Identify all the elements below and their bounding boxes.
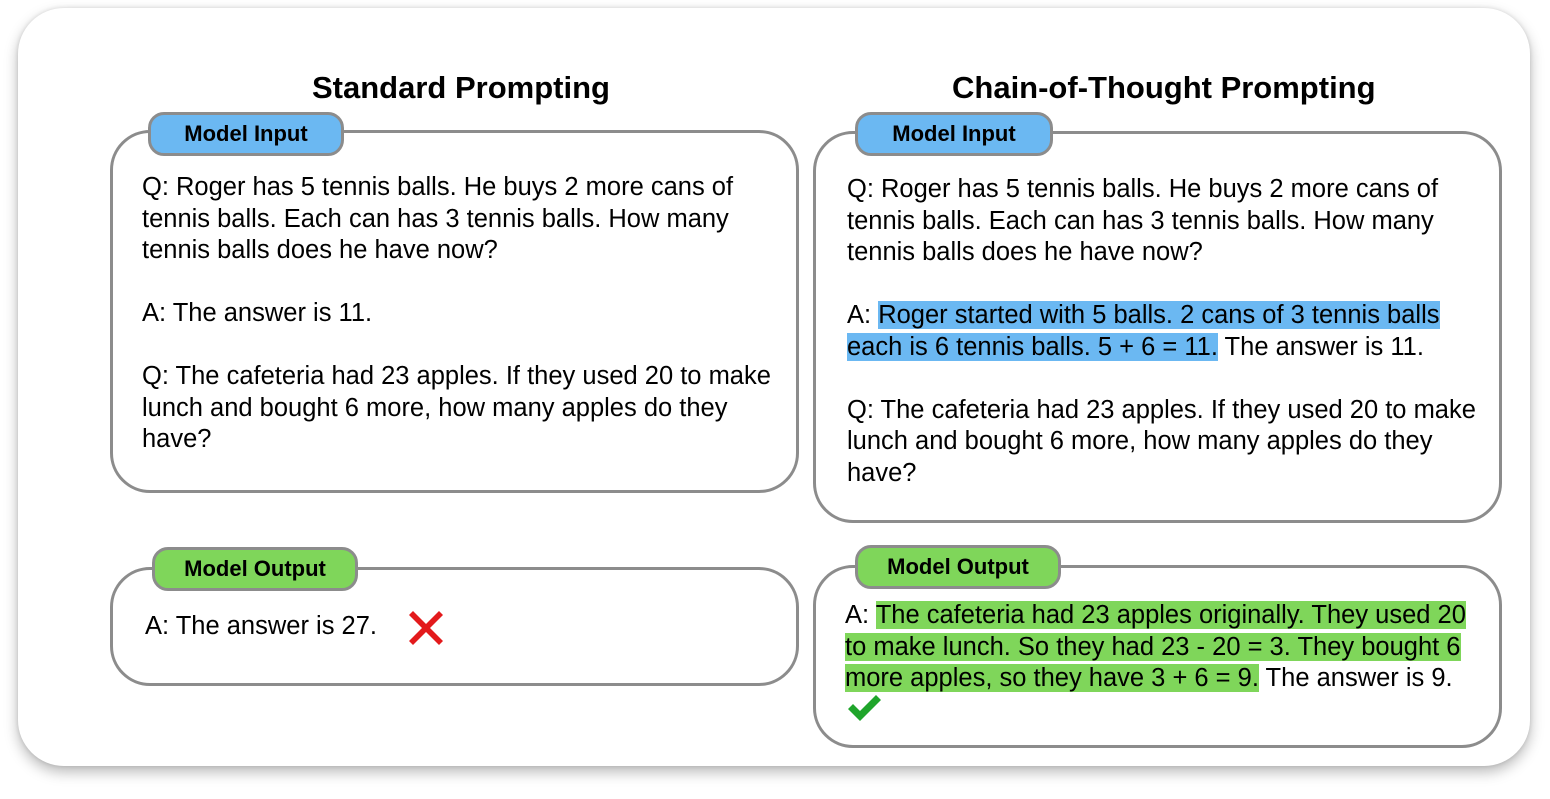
standard-input-text [142, 172, 782, 456]
standard-output-label: Model Output [152, 547, 358, 591]
standard-output-answer: A: The answer is 27. [145, 612, 377, 640]
checkmark-icon [845, 692, 883, 724]
standard-q1: Q: Roger has 5 tennis balls. He buys 2 more cans of tennis balls. Each can has 3 tennis balls. How many tennis balls does he have now? [142, 173, 734, 264]
cot-a1 [847, 300, 1477, 363]
cot-a1-prefix: A: [847, 301, 879, 329]
cot-output-prefix: A: [845, 601, 876, 629]
cot-q2: Q: The cafeteria had 23 apples. If they used 20 to make lunch and bought 6 more, how many apples do they have? [847, 395, 1476, 487]
cot-title: Chain-of-Thought Prompting [952, 70, 1376, 105]
cross-icon [404, 606, 448, 650]
cot-q1: Q: Roger has 5 tennis balls. He buys 2 more cans of tennis balls. Each can has 3 tennis balls. How many tennis balls does he have now? [847, 175, 1439, 266]
cot-a1-answer: The answer is 11. [1217, 332, 1424, 361]
standard-input-label: Model Input [148, 112, 344, 156]
standard-title: Standard Prompting [312, 70, 610, 105]
standard-q2: Q: The cafeteria had 23 apples. If they used 20 to make lunch and bought 6 more, how many apples do they have? [142, 362, 771, 453]
cot-output-label: Model Output [855, 545, 1061, 589]
cot-input-text [847, 174, 1477, 489]
cot-output-reasoning: The cafeteria had 23 apples originally. They used 20 to make lunch. So they had 23 - 20 = 3. They bought 6 more apples, so they have 3 + 6 = 9. [845, 601, 1466, 692]
cot-input-label: Model Input [855, 112, 1053, 156]
cot-a1-reasoning: Roger started with 5 balls. 2 cans of 3 tennis balls each is 6 tennis balls. 5 + 6 = 11. [847, 301, 1440, 361]
cot-output [845, 600, 1475, 726]
cot-output-answer: The answer is 9. [1258, 664, 1453, 692]
standard-output-text [145, 611, 645, 643]
standard-a1: A: The answer is 11. [142, 299, 373, 327]
cot-output-text [845, 600, 1475, 726]
